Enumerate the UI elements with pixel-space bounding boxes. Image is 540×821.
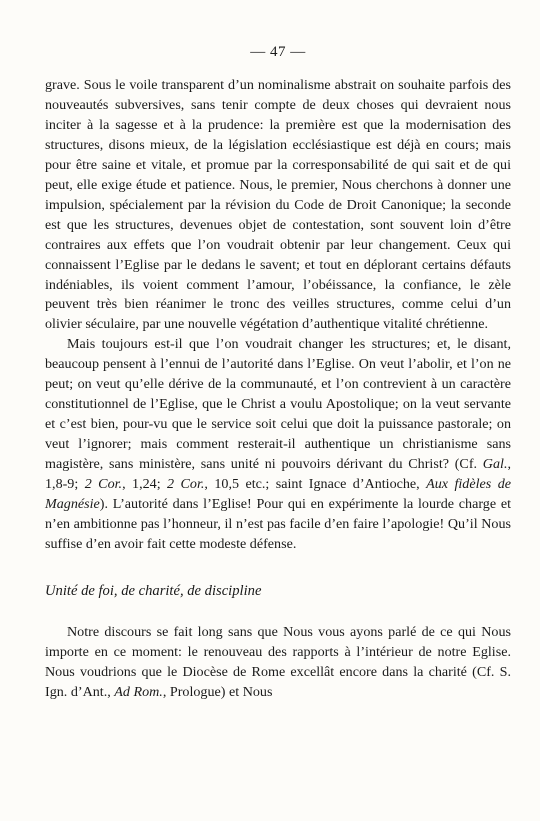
text-run: ). L’autorité dans l’Eglise! Pour qui en expérimente la lourde charge et n’en ambitionne pas l’honneur, il n’est pas facile d’en faire l’apologie! Qu’il Nous suffise d’en avoir fait cette modeste défense. — [45, 496, 511, 552]
italic-citation: Ad Rom. — [114, 683, 163, 700]
italic-citation: Aux fidèles de Magnésie — [45, 476, 511, 513]
section-heading: Unité de foi, de charité, de discipline — [45, 582, 262, 599]
text-run: Notre discours se fait long sans que Nous vous ayons parlé de ce qui Nous importe en ce moment: le renouveau des rapports à l’intérieur de notre Eglise. Nous voudrions que le Diocèse de Rome excellât encore dans la charité (Cf. S. Ign. d’Ant., — [45, 623, 511, 700]
text-run: , 1,24; — [122, 476, 168, 493]
paragraph-p3 — [45, 623, 511, 703]
text-run: , 10,5 etc.; saint Ignace d’Antioche, — [204, 476, 427, 493]
italic-citation: 2 Cor. — [167, 476, 205, 493]
italic-citation: 2 Cor. — [84, 476, 123, 493]
paragraph-p1 — [45, 76, 511, 335]
paragraphs-after-heading — [45, 623, 511, 703]
text-run: , Prologue) et Nous — [162, 683, 273, 700]
text-run: grave. Sous le voile transparent d’un nominalisme abstrait on souhaite parfois des nouveautés subversives, sans tenir compte de deux choses qui devraient nous inciter à la sagesse et à la prudence: la première est que la modernisation des structures, disons mieux, de la législation ecclésiastique est déjà en cours; mais pour être saine et vitale, et promue par la corresponsabilité de qui sait et de qui peut, elle exige étude et patience. Nous, le premier, Nous cherchons à donner une impulsion, spécialement par la révision du Code de Droit Canonique; la seconde est que les structures, devenues objet de contestation, sont souvent loin d’être contraires aux effets que l’on voudrait obtenir par leur changement. Ceux qui connaissent l’Eglise par le dedans le savent; et tout en déplorant certains défauts indéniables, ils voient comment l’amour, l’obéissance, la confiance, le zèle peuvent très bien réanimer le tronc des veilles structures, comme celui d’un olivier séculaire, par une nouvelle végétation d’authentique vitalité chrétienne. — [45, 77, 511, 333]
paragraphs-before-heading — [45, 76, 511, 555]
paragraph-p2 — [45, 335, 511, 554]
text-run: , 1,8-9; — [45, 456, 511, 493]
italic-citation: Gal. — [482, 456, 508, 473]
body-text — [45, 76, 511, 703]
page-number: — 47 — — [250, 44, 306, 60]
text-run: Mais toujours est-il que l’on voudrait changer les structures; et, le disant, beaucoup pensent à l’ennui de l’autorité dans l’Eglise. On veut l’abolir, et l’on ne peut; on veut qu’elle dérive de la communauté, et l’on contrevient à un caractère constitutionnel de l’Eglise, que le Christ a voulu Apostolique; on la veut servante et c’est bien, pour-vu que le service soit celui que doit la puissance pastorale; on veut l’ignorer; mais comment resterait-il authentique un christianisme sans magistère, sans ministère, sans unité ni pouvoirs dérivant du Christ? (Cf. — [45, 336, 511, 473]
